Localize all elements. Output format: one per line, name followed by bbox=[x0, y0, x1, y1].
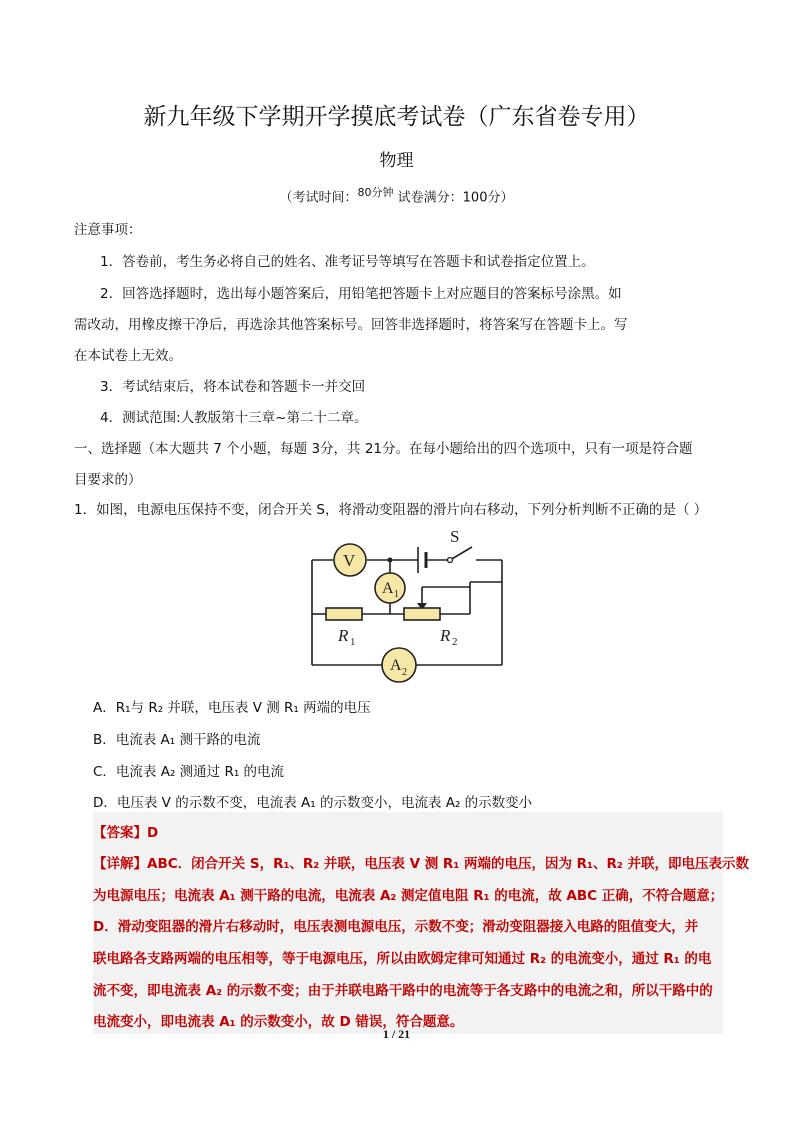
ammeter-a1-label: A bbox=[382, 580, 394, 597]
voltmeter-label: V bbox=[343, 551, 356, 570]
subject-title: 物理 bbox=[379, 151, 414, 171]
r1-label: R bbox=[338, 626, 349, 645]
ammeter-a2-sub: 2 bbox=[402, 667, 407, 678]
r1-sub: 1 bbox=[350, 636, 356, 648]
detail-line-6: 电流变小，即电流表 A₁ 的示数变小，故 D 错误，符合题意。 bbox=[93, 1014, 464, 1030]
option-a: A．R₁与 R₂ 并联，电压表 V 测 R₁ 两端的电压 bbox=[93, 700, 371, 716]
switch-label: S bbox=[450, 527, 460, 546]
option-c: C．电流表 A₂ 测通过 R₁ 的电流 bbox=[93, 764, 285, 780]
note-item-2-end: 在本试卷上无效。 bbox=[74, 348, 182, 364]
r2-sub: 2 bbox=[452, 636, 458, 648]
circuit-diagram bbox=[300, 525, 520, 685]
exam-meta bbox=[0, 184, 793, 205]
exam-title: 新九年级下学期开学摸底考试卷（广东省卷专用） bbox=[143, 104, 650, 130]
page-number: 1 / 21 bbox=[382, 1027, 411, 1041]
option-b: B．电流表 A₁ 测干路的电流 bbox=[93, 732, 261, 748]
ammeter-a1-sub: 1 bbox=[394, 589, 399, 600]
question-stem: 1．如图，电源电压保持不变，闭合开关 S，将滑动变阻器的滑片向右移动，下列分析判断不正确的是（ ） bbox=[74, 502, 708, 518]
notes-heading: 注意事项： bbox=[74, 222, 142, 238]
note-item-3: 3．考试结束后，将本试卷和答题卡一并交回 bbox=[100, 379, 366, 395]
meta-suffix: 试卷满分：100分） bbox=[393, 190, 514, 206]
detail-line-5: 流不变，即电流表 A₂ 的示数不变；由于并联电路干路中的电流等于各支路中的电流之和，所以干路中的 bbox=[93, 983, 713, 999]
detail-line-4: 联电路各支路两端的电压相等，等于电源电压，所以由欧姆定律可知通过 R₂ 的电流变小，通过 R₁ 的电 bbox=[93, 951, 712, 967]
section-heading-line2: 目要求的） bbox=[74, 472, 142, 488]
meta-time: 80分钟 bbox=[357, 186, 394, 199]
r2-label: R bbox=[440, 626, 451, 645]
detail-line-2: 为电源电压；电流表 A₁ 测干路的电流，电流表 A₂ 测定值电阻 R₁ 的电流，故 ABC 正确，不符合题意； bbox=[93, 888, 724, 904]
section-heading-line1: 一、选择题（本大题共 7 个小题，每题 3分，共 21分。在每小题给出的四个选项中，只有一项是符合题 bbox=[74, 441, 693, 457]
note-item-2: 2．回答选择题时，选出每小题答案后，用铅笔把答题卡上对应题目的答案标号涂黑。如 bbox=[100, 286, 622, 302]
note-item-2-cont: 需改动，用橡皮擦干净后，再选涂其他答案标号。回答非选择题时，将答案写在答题卡上。写 bbox=[74, 317, 628, 333]
detail-line-3: D．滑动变阻器的滑片右移动时，电压表测电源电压，示数不变；滑动变阻器接入电路的阻值变大，并 bbox=[93, 919, 699, 935]
ammeter-a2-label: A bbox=[390, 657, 402, 674]
option-d: D．电压表 V 的示数不变，电流表 A₁ 的示数变小，电流表 A₂ 的示数变小 bbox=[93, 795, 533, 811]
detail-line-1: 【详解】ABC．闭合开关 S，R₁、R₂ 并联，电压表 V 测 R₁ 两端的电压，因为 R₁、R₂ 并联，即电压表示数 bbox=[93, 856, 749, 872]
rheostat-r2 bbox=[404, 608, 440, 620]
resistor-r1 bbox=[326, 608, 362, 620]
note-item-1: 1．答卷前，考生务必将自己的姓名、准考证号等填写在答题卡和试卷指定位置上。 bbox=[100, 254, 595, 270]
meta-prefix: （考试时间： bbox=[279, 190, 358, 206]
note-item-4: 4．测试范围:人教版第十三章~第二十二章。 bbox=[100, 410, 368, 426]
answer-line: 【答案】D bbox=[93, 825, 159, 841]
